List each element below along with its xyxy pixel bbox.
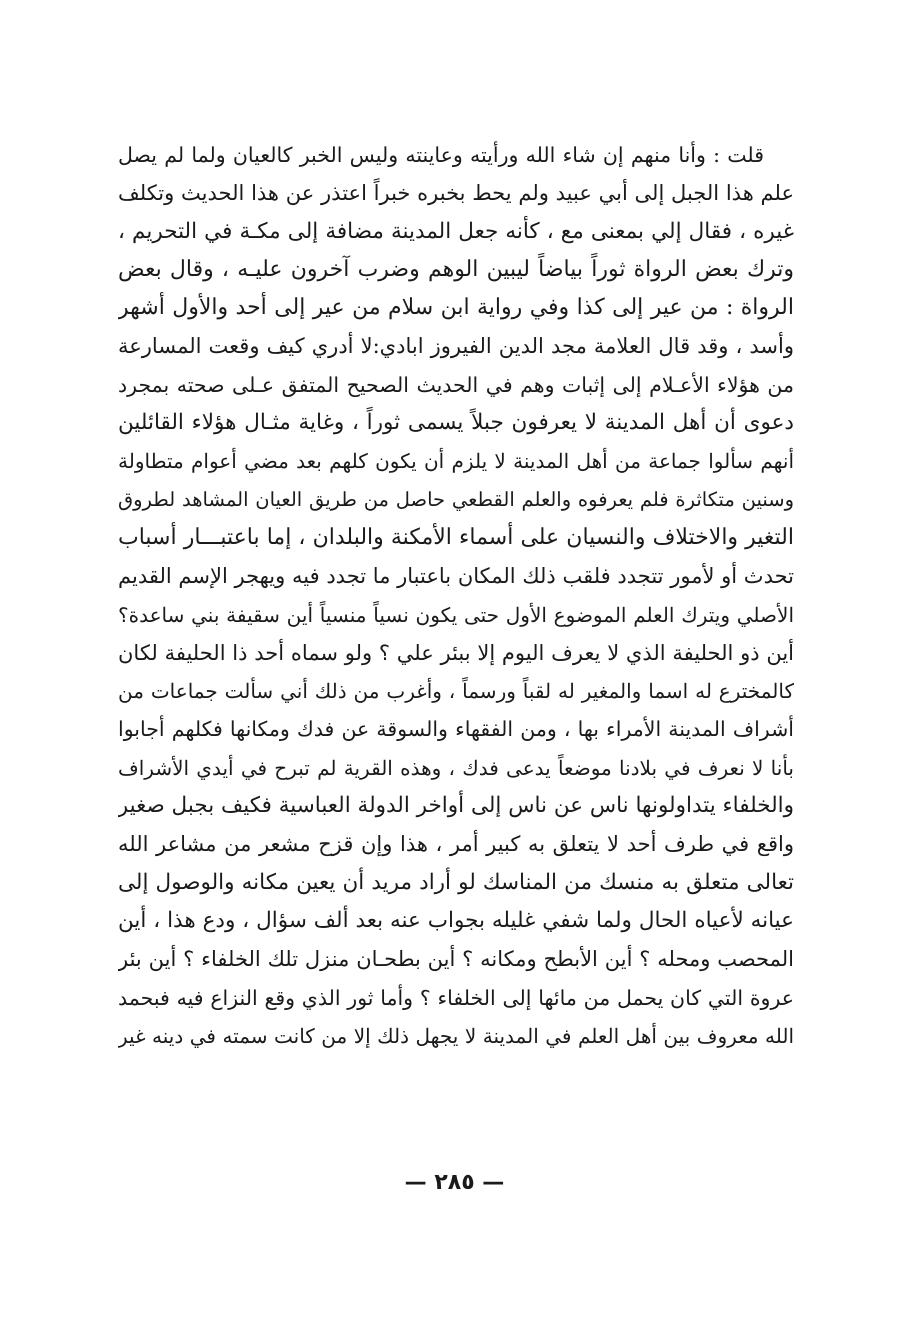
text-line: وسنين متكاثرة فلم يعرفوه والعلم القطعي حاصل من طريق العيان المشاهد لطروق (118, 487, 794, 511)
text-line: الله معروف بين أهل العلم في المدينة لا يجهل ذلك إلا من كانت سمته في دينه غير (118, 1023, 794, 1048)
text-line: أنهم سألوا جماعة من أهل المدينة لا يلزم أن يكون كلهم بعد مضي أعوام متطاولة (118, 449, 794, 474)
text-line: تعالى متعلق به منسك من المناسك لو أراد مريد أن يعين مكانه والوصول إلى (118, 869, 794, 895)
text-line: من هؤلاء الأعـلام إلى إثبات وهم في الحديث الصحيح المتفق عـلى صحته بمجرد (118, 372, 794, 397)
text-line: التغير والاختلاف والنسيان على أسماء الأمكنة والبلدان ، إما باعتبـــار أسباب (118, 524, 794, 550)
body-text (118, 136, 794, 1055)
text-line: واقع في طرف أحد لا يتعلق به كبير أمر ، هذا وإن قزح مشعر من مشاعر الله (118, 832, 794, 857)
text-line: أين ذو الحليفة الذي لا يعرف اليوم إلا ببئر علي ؟ ولو سماه أحد ذا الحليفة لكان (118, 640, 794, 665)
text-line: كالمخترع له اسما والمغير له لقباً ورسماً ، وأغرب من ذلك أني سألت جماعات من (118, 679, 794, 704)
text-line: تحدث أو لأمور تتجدد فلقب ذلك المكان باعتبار ما تجدد فيه ويهجر الإسم القديم (118, 564, 794, 589)
text-line: عروة التي كان يحمل من مائها إلى الخلفاء ؟ وأما ثور الذي وقع النزاع فيه فبحمد (118, 985, 794, 1010)
text-line: قلت : وأنا منهم إن شاء الله ورأيته وعاينته وليس الخبر كالعيان ولما لم يصل (118, 143, 764, 167)
text-line: الرواة : من عير إلى كذا وفي رواية ابن سلام من عير إلى أحد والأول أشهر (118, 295, 794, 321)
page-number: — ٢٨٥ — (404, 1170, 505, 1195)
text-line: المحصب ومحله ؟ أين الأبطح ومكانه ؟ أين بطحـان منزل تلك الخلفاء ؟ أين بئر (118, 947, 794, 972)
text-line: علم هذا الجبل إلى أبي عبيد ولم يحط بخبره خبراً اعتذر عن هذا الحديث وتكلف (118, 181, 794, 206)
text-line: عيانه لأعياه الحال ولما شفي غليله بجواب عنه بعد ألف سؤال ، ودع هذا ، أين (118, 907, 794, 933)
text-line: أشراف المدينة الأمراء بها ، ومن الفقهاء والسوقة عن فدك ومكانها فكلهم أجابوا (118, 717, 794, 742)
text-line: وترك بعض الرواة ثوراً بياضاً ليبين الوهم وضرب آخرون عليـه ، وقال بعض (118, 256, 794, 282)
text-line: الأصلي ويترك العلم الموضوع الأول حتى يكون نسياً منسياً أين سقيفة بني ساعدة؟ (118, 602, 794, 627)
text-line: دعوى أن أهل المدينة لا يعرفون جبلاً يسمى ثوراً ، وغاية مثـال هؤلاء القائلين (118, 410, 794, 436)
text-line: والخلفاء يتداولونها ناس عن ناس إلى أواخر الدولة العباسية فكيف بجبل صغير (118, 793, 794, 819)
text-line: وأسد ، وقد قال العلامة مجد الدين الفيروز ابادي:لا أدري كيف وقعت المسارعة (118, 334, 794, 359)
text-line: بأنا لا نعرف في بلادنا موضعاً يدعى فدك ، وهذه القرية لم تبرح في أيدي الأشراف (118, 755, 794, 780)
text-line: غيره ، فقال إلي بمعنى مع ، كأنه جعل المدينة مضافة إلى مكـة في التحريم ، (118, 218, 794, 244)
